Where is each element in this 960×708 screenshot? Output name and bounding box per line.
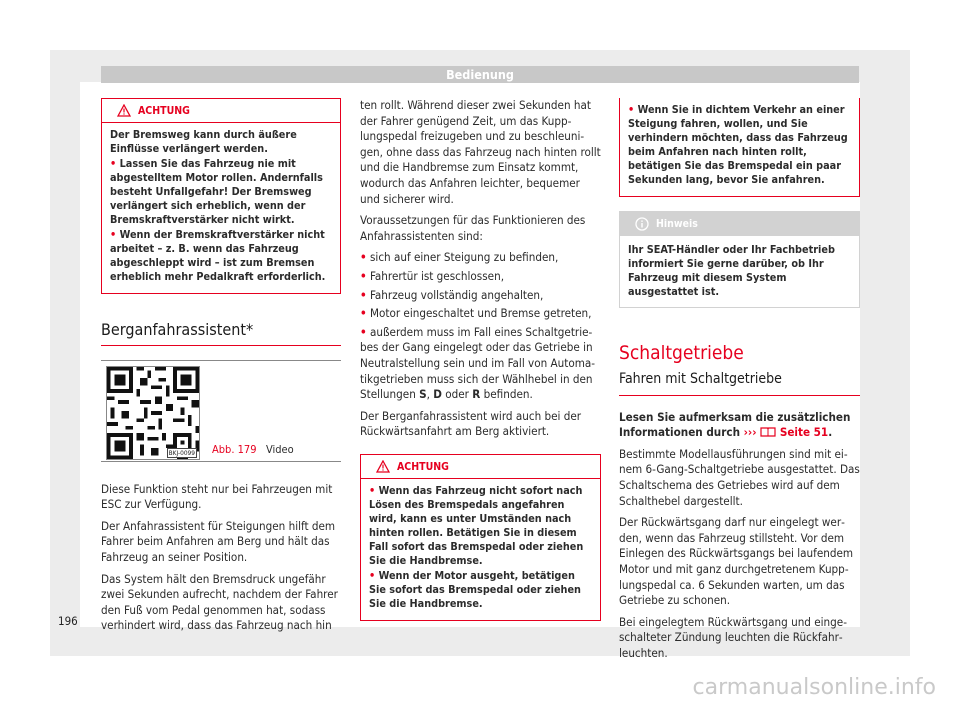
bullet-icon: • — [628, 103, 635, 116]
bullet-icon: • — [110, 157, 117, 170]
warning-box-continued — [619, 98, 860, 197]
paragraph: Bestimmte Modellausführungen sind mit einem 6-Gang-Schaltgetriebe ausgestattet. Das Schaltschema des Getriebes wird auf dem Schalthebel dargestellt. — [619, 446, 860, 508]
bullet-icon: • — [360, 324, 367, 339]
warning-item: • Wenn Sie in dichtem Verkehr an einer Steigung fahren, wollen, und Sie verhindern möchten, dass das Fahrzeug beim Anfahren nach hinten rollt, betätigen Sie das Bremspedal ein paar Sekunden lang, bevor Sie anfahren. — [628, 103, 848, 186]
page-number: 196 — [58, 614, 78, 628]
warning-body — [361, 479, 600, 620]
paragraph: Der Rückwärtsgang darf nur eingelegt werden, wenn das Fahrzeug stillsteht. Vor dem Einlegen des Rückwärtsgangs bei laufendem Motor und mit ganz durchgetretenem Kupplungspedal ca. 6 Sekunden warten, um das Getriebe zu schonen. — [619, 515, 854, 608]
lead-paragraph: Lesen Sie aufmerksam die zusätzlichen Informationen durch ››› Seite 51. — [619, 409, 851, 440]
paragraph: Bei eingelegtem Rückwärtsgang und eingeschalteter Zündung leuchten die Rückfahrleuchten. — [619, 614, 847, 660]
list-item: • Fahrertür ist geschlossen, — [360, 268, 505, 283]
reference-arrows: ››› — [743, 425, 757, 440]
warning-triangle-icon — [117, 104, 131, 117]
warning-item: • Lassen Sie das Fahrzeug nie mit abgestelltem Motor rollen. Andernfalls besteht Unfallgefahr! Der Bremsweg verlängert sich erheblich, wenn der Bremskraftverstärker nicht wirkt. — [110, 157, 323, 226]
paragraph: Voraussetzungen für das Funktionieren des Anfahrassistenten sind: — [360, 213, 586, 243]
list-item: • Fahrzeug vollständig angehalten, — [360, 287, 544, 302]
qr-code-graphic — [107, 367, 199, 459]
paragraph: Diese Funktion steht nur bei Fahrzeugen mit ESC zur Verfügung. — [101, 481, 333, 512]
warning-intro: Der Bremsweg kann durch äußere Einflüsse verlängert werden. — [110, 128, 297, 155]
list-item: • Motor eingeschaltet und Bremse getreten, — [360, 306, 592, 321]
warning-triangle-icon — [376, 460, 390, 473]
hint-header — [620, 212, 859, 236]
watermark: carmanualsonline.info — [692, 675, 936, 700]
bullet-icon: • — [369, 568, 376, 582]
page-header: Bedienung — [101, 66, 859, 83]
section-title: Fahren mit Schaltgetriebe — [619, 372, 860, 396]
bullet-icon: • — [360, 268, 367, 283]
hint-box — [619, 211, 860, 308]
book-icon — [760, 426, 776, 437]
paragraph: Das System hält den Bremsdruck ungefähr zwei Sekunden aufrecht, nachdem der Fahrer den Fuß vom Pedal genommen hat, sodass verhindert wird, dass das Fahrzeug nach hin — [101, 571, 338, 633]
bullet-icon: • — [360, 306, 367, 321]
bullet-icon: • — [110, 228, 117, 241]
warning-label: ACHTUNG — [138, 105, 190, 117]
warning-item: • Wenn der Motor ausgeht, betätigen Sie sofort das Bremspedal oder ziehen Sie die Handbremse. — [369, 568, 581, 610]
figure-caption-text: Video — [265, 443, 294, 456]
body-text — [619, 410, 860, 662]
figure — [101, 360, 341, 462]
list-item: • sich auf einer Steigung zu befinden, — [360, 250, 559, 265]
bullet-icon: • — [360, 250, 367, 265]
figure-caption — [212, 442, 294, 458]
column-1 — [101, 98, 341, 640]
hint-body: Ihr SEAT-Händler oder Ihr Fachbetrieb informiert Sie gerne darüber, ob Ihr Fahrzeug mit diesem System ausgestattet ist. — [628, 243, 835, 298]
paragraph: ten rollt. Während dieser zwei Sekunden hat der Fahrer genügend Zeit, um das Kupplungspedal freizugeben und zu beschleunigen, ohne dass das Fahrzeug nach hinten rollt und die Handbremse zum Einsatz kommt, wodurch das Anfahren leichter, bequemer und sicherer wird. — [360, 98, 601, 206]
qr-code-image[interactable] — [106, 366, 200, 460]
page-reference-link[interactable]: Seite 51 — [779, 425, 829, 440]
bullet-icon: • — [360, 287, 367, 302]
hint-label: Hinweis — [656, 218, 698, 230]
warning-header — [361, 455, 600, 479]
column-2 — [360, 98, 601, 621]
figure-number: Abb. 179 — [212, 443, 257, 456]
bullet-icon: • — [369, 483, 376, 497]
warning-box — [360, 454, 601, 621]
warning-item: • Wenn das Fahrzeug nicht sofort nach Lösen des Bremspedals angefahren wird, kann es unter Umständen nach hinten rollen. Betätigen Sie in diesem Fall sofort das Bremspedal oder ziehen Sie die Handbremse. — [369, 483, 584, 567]
warning-body — [102, 123, 340, 293]
warning-label: ACHTUNG — [397, 460, 449, 473]
info-icon — [635, 217, 649, 231]
chapter-title: Schaltgetriebe — [619, 342, 744, 364]
warning-header — [102, 99, 340, 123]
body-text — [101, 482, 341, 634]
paragraph: Der Berganfahrassistent wird auch bei der Rückwärtsanfahrt am Berg aktiviert. — [360, 408, 582, 439]
warning-item: • Wenn der Bremskraftverstärker nicht arbeitet – z. B. wenn das Fahrzeug abgeschleppt wird – ist zum Bremsen erheblich mehr Pedalkraft erforderlich. — [110, 228, 326, 283]
warning-box — [101, 98, 341, 294]
warning-body — [620, 98, 859, 196]
qr-code-tag: BKJ-0099 — [168, 448, 195, 457]
list-item: • außerdem muss im Fall eines Schaltgetriebes der Gang eingelegt oder das Getriebe in Neutralstellung sein und im Fall von Automatikgetrieben muss sich der Wählhebel in den Stellungen S, D oder R befinden. — [360, 324, 596, 402]
section-title: Berganfahrassistent* — [101, 322, 341, 346]
column-3 — [619, 98, 860, 668]
paragraph: Der Anfahrassistent für Steigungen hilft dem Fahrer beim Anfahren am Berg und hält das Fahrzeug an seiner Position. — [101, 518, 336, 564]
